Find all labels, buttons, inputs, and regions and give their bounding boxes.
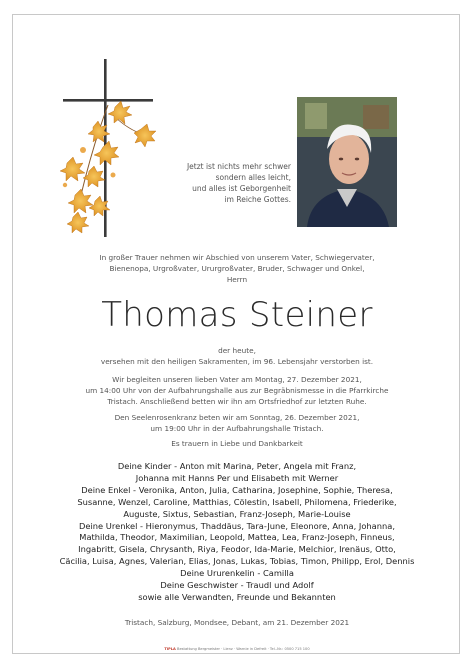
mourner-line: Ingabritt, Gisela, Chrysanth, Riya, Feodor, Ida-Marie, Melchior, Irenäus, Otto, xyxy=(78,544,396,555)
obituary-card xyxy=(12,14,460,654)
mourner-line: Auguste, Sixtus, Sebastian, Franz-Joseph, Marie-Louise xyxy=(123,508,351,519)
autumn-leaves-decoration xyxy=(53,55,173,245)
poem-text xyxy=(163,161,291,205)
footer-text: Bestattung Bergmeister · Lienz · Warnie in Defreit · Tel.-Nr.: 0500 715 100 xyxy=(177,647,310,651)
footer-brand: TIPLA xyxy=(164,647,176,651)
place-date: Tristach, Salzburg, Mondsee, Debant, am 21. Dezember 2021 xyxy=(124,618,350,627)
intro-line: Bienenopa, Urgroßvater, Ururgroßvater, Bruder, Schwager und Onkel, xyxy=(109,264,365,274)
mourners-list xyxy=(13,461,461,604)
death-note xyxy=(13,345,461,367)
mourner-line: Susanne, Wenzel, Caroline, Matthias, Cölestin, Isabell, Philomena, Friederike, xyxy=(77,496,397,507)
mourner-line: Deine Ururenkelin - Camilla xyxy=(180,568,294,579)
death-note-line: der heute, xyxy=(218,346,256,355)
intro-line: In großer Trauer nehmen wir Abschied von unserem Vater, Schwiegervater, xyxy=(99,253,375,262)
poem-line: und alles ist Geborgenheit xyxy=(192,184,291,193)
rosary-info-line: Den Seelenrosenkranz beten wir am Sonntag, 26. Dezember 2021, xyxy=(114,413,360,422)
mourner-line: Cäcilia, Luisa, Agnes, Valerian, Elias, Jonas, Lukas, Tobias, Timon, Philipp, Erol, Dennis xyxy=(59,556,415,567)
intro-text xyxy=(13,252,461,286)
poem-line: Jetzt ist nichts mehr schwer xyxy=(186,162,291,171)
poem-line: sondern alles leicht, xyxy=(215,173,291,182)
mourner-line: Mathilda, Theodor, Maximilian, Leopold, Mattea, Lea, Franz-Joseph, Finneus, xyxy=(79,532,395,543)
mourner-line: Deine Kinder - Anton mit Marina, Peter, Angela mit Franz, xyxy=(117,461,357,471)
mourner-line: Deine Enkel - Veronika, Anton, Julia, Catharina, Josephine, Sophie, Theresa, xyxy=(81,484,393,495)
funeral-info-line: Wir begleiten unseren lieben Vater am Montag, 27. Dezember 2021, xyxy=(112,375,362,384)
mourner-line: Deine Geschwister - Traudl und Adolf xyxy=(160,580,314,591)
rosary-info xyxy=(13,412,461,434)
mourner-line: Johanna mit Hanns Per und Elisabeth mit Werner xyxy=(135,472,339,483)
death-note-line: versehen mit den heiligen Sakramenten, im 96. Lebensjahr verstorben ist. xyxy=(100,357,374,367)
cross-icon xyxy=(53,55,173,245)
mourner-line: Deine Urenkel - Hieronymus, Thaddäus, Tara-June, Eleonore, Anna, Johanna, xyxy=(79,520,395,531)
funeral-info-line: um 14:00 Uhr von der Aufbahrungshalle aus zur Begräbnismesse in die Pfarrkirche xyxy=(85,386,389,396)
poem-line: im Reiche Gottes. xyxy=(224,195,291,204)
intro-line: Herrn xyxy=(226,275,248,285)
funeral-info xyxy=(13,374,461,408)
funeral-info-line: Tristach. Anschließend betten wir ihn am Ortsfriedhof zur letzten Ruhe. xyxy=(107,397,367,407)
mourner-line: sowie alle Verwandten, Freunde und Bekannten xyxy=(138,591,336,602)
deceased-name: Thomas Steiner xyxy=(101,295,373,335)
mourning-intro: Es trauern in Liebe und Dankbarkeit xyxy=(171,439,303,448)
footer-imprint xyxy=(13,647,461,651)
portrait-photo xyxy=(297,97,397,227)
rosary-info-line: um 19:00 Uhr in der Aufbahrungshalle Tristach. xyxy=(150,424,324,434)
